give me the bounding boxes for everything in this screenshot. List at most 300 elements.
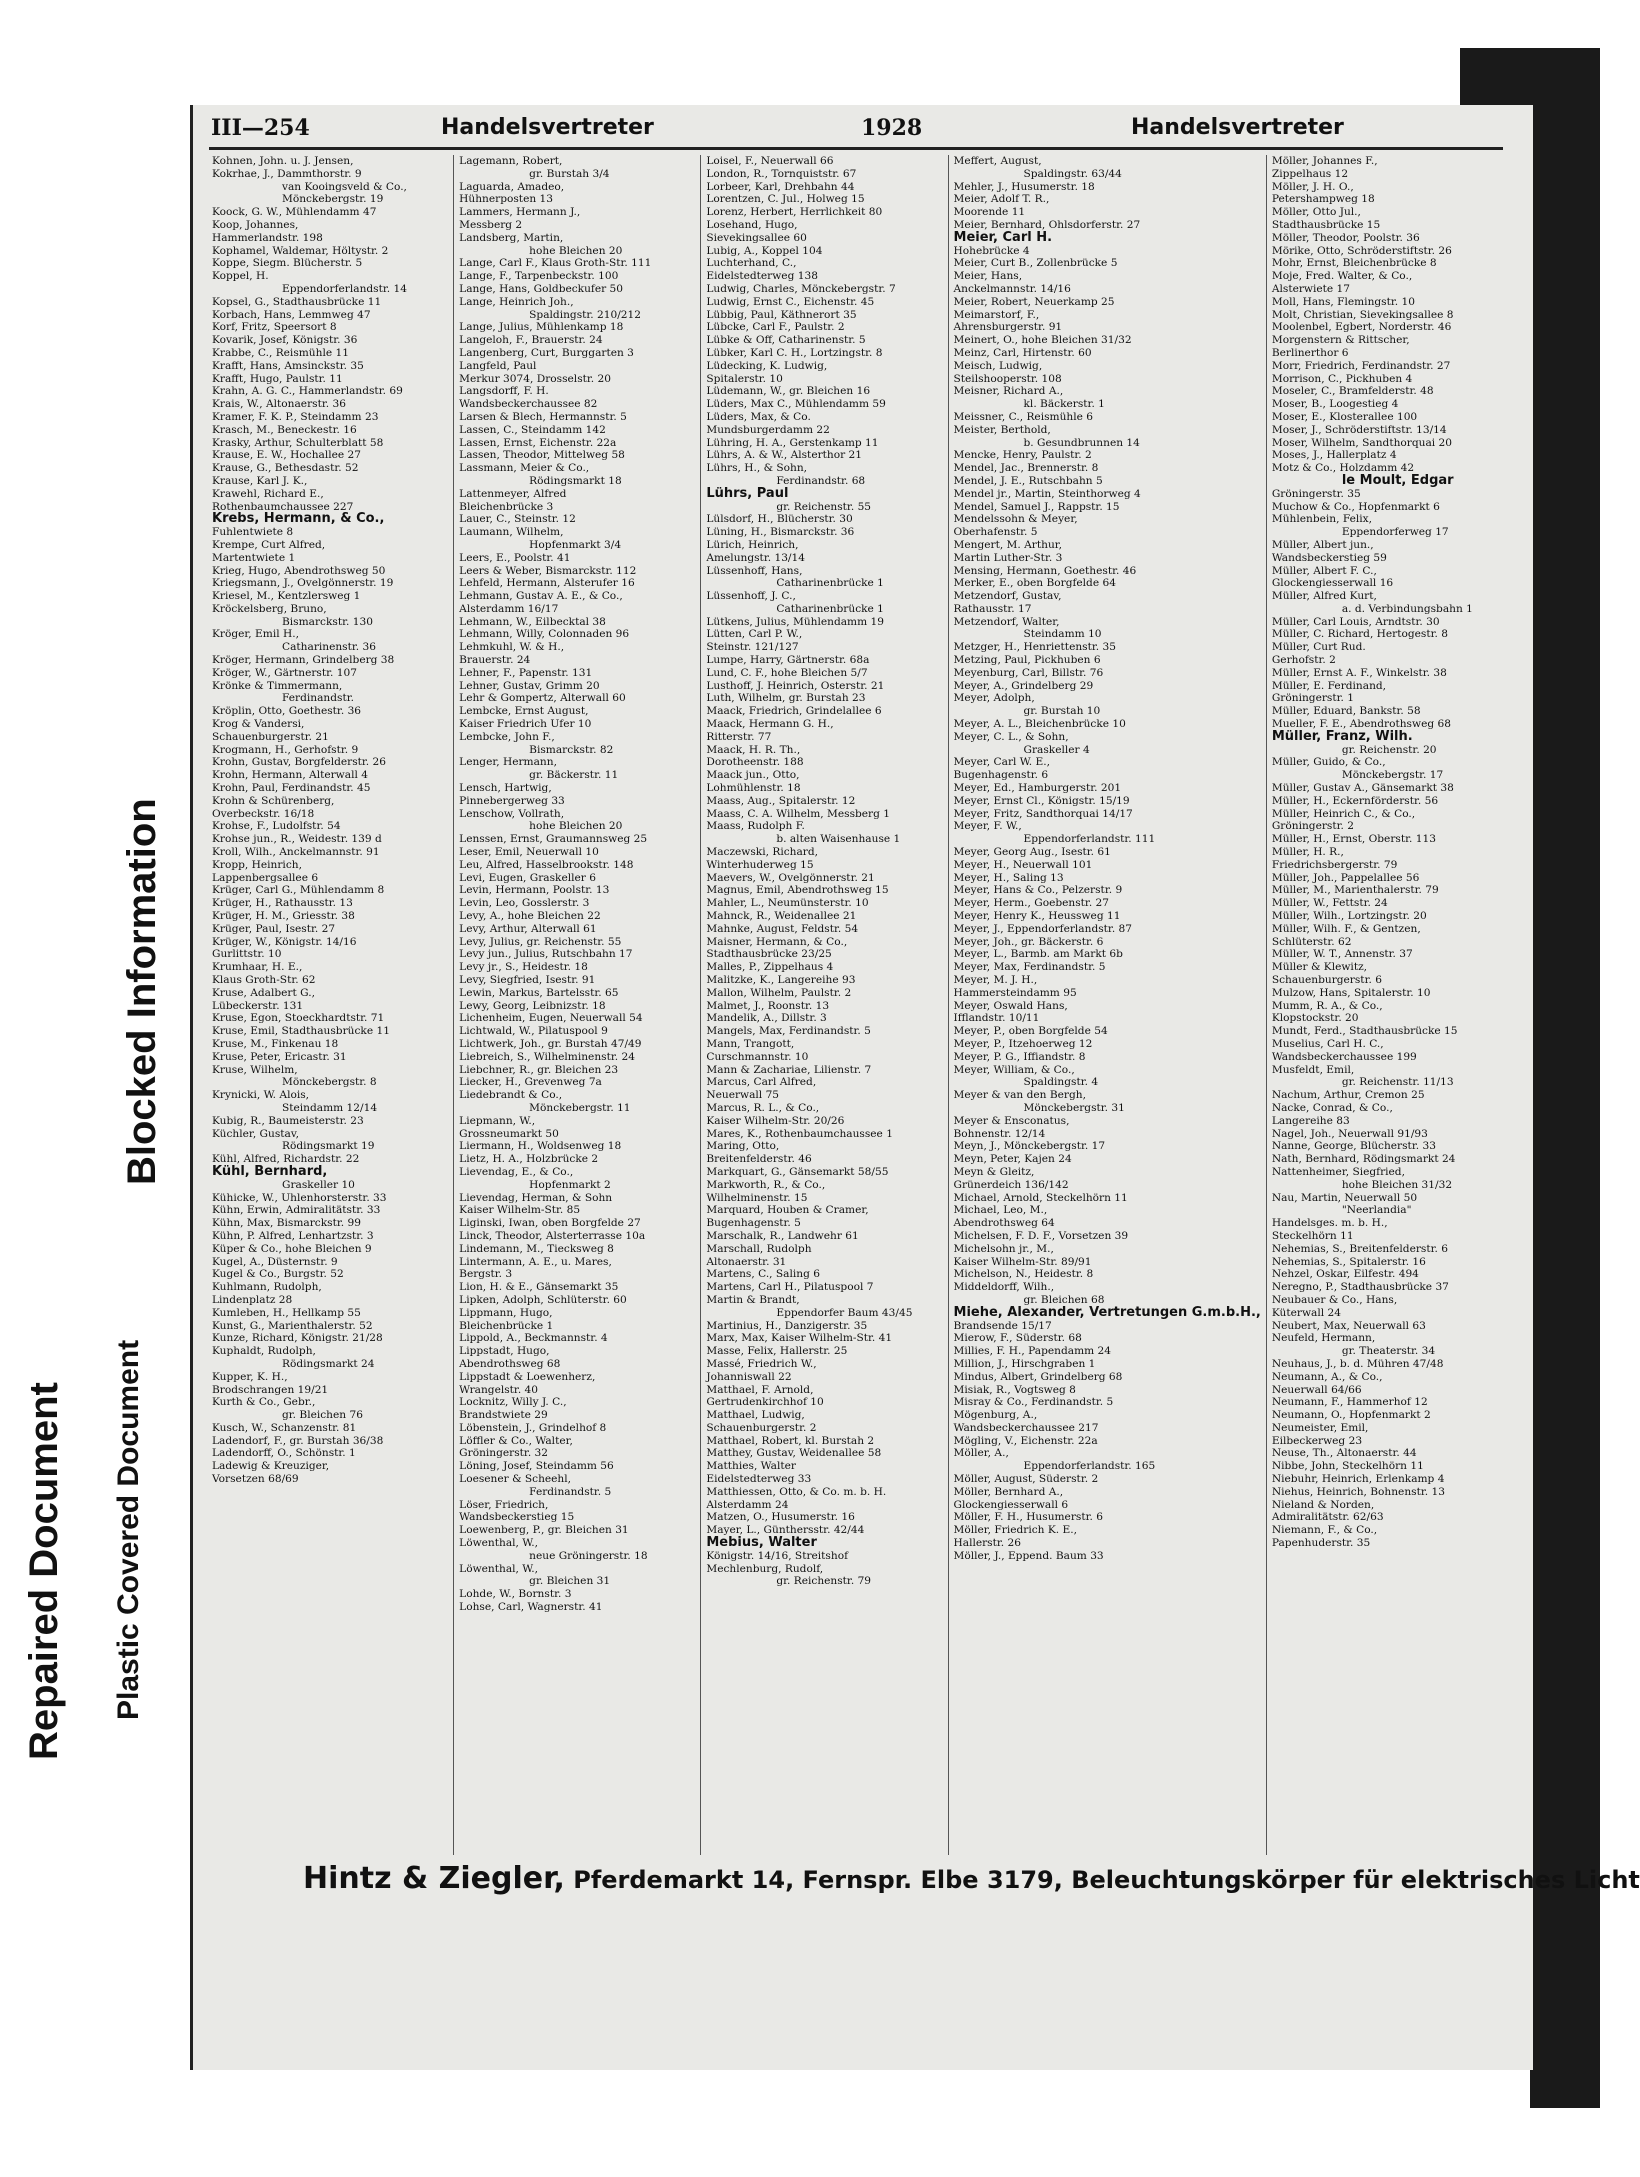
directory-entry: Lippstadt & Loewenherz, xyxy=(459,1370,596,1383)
directory-entry: Moses, J., Hallerplatz 4 xyxy=(1271,449,1397,462)
directory-entry: Meyer, Oswald Hans, xyxy=(953,999,1068,1012)
directory-entry: Michael, Leo, M., xyxy=(953,1204,1048,1217)
directory-entry: Lippold, A., Beckmannstr. 4 xyxy=(459,1332,608,1345)
directory-entry: Graskeller 4 xyxy=(1023,743,1090,756)
directory-entry: Krohn, Gustav, Borgfelderstr. 26 xyxy=(212,756,387,769)
directory-entry: Steinstr. 121/127 xyxy=(706,641,799,654)
directory-entry: Lüdecking, K. Ludwig, xyxy=(706,359,828,372)
directory-entry: Berlinerthor 6 xyxy=(1271,346,1349,359)
directory-entry: Mann, Trangott, xyxy=(706,1037,795,1050)
directory-entry: Curschmannstr. 10 xyxy=(706,1050,809,1063)
directory-entry: Ahrensburgerstr. 91 xyxy=(953,321,1063,334)
directory-entry: Mönckebergstr. 11 xyxy=(529,1101,631,1114)
directory-entry: Lüssenhoff, Hans, xyxy=(706,564,803,577)
directory-entry: gr. Bleichen 68 xyxy=(1023,1293,1105,1306)
directory-entry: Hopfenmarkt 2 xyxy=(529,1178,611,1191)
directory-entry: Ritterstr. 77 xyxy=(706,730,772,743)
directory-entry: Bugenhagenstr. 6 xyxy=(953,769,1049,782)
directory-entry: Möller, F. H., Husumerstr. 6 xyxy=(953,1511,1103,1524)
directory-entry: Martinius, H., Danzigerstr. 35 xyxy=(706,1319,868,1332)
directory-entry: Küterwall 24 xyxy=(1271,1306,1341,1319)
directory-entry: Moser, J., Schröderstiftstr. 13/14 xyxy=(1271,423,1447,436)
directory-entry: Lehfeld, Hermann, Alsterufer 16 xyxy=(459,577,635,590)
directory-entry: Kusch, W., Schanzenstr. 81 xyxy=(212,1421,357,1434)
directory-entry: Kurth & Co., Gebr., xyxy=(212,1396,316,1409)
directory-entry: Langereihe 83 xyxy=(1271,1114,1350,1127)
directory-entry: Millies, F. H., Papendamm 24 xyxy=(953,1345,1112,1358)
directory-entry: Nath, Bernhard, Rödingsmarkt 24 xyxy=(1271,1153,1456,1166)
directory-entry: Nau, Martin, Neuerwall 50 xyxy=(1271,1191,1418,1204)
directory-entry: Neregno, P., Stadthausbrücke 37 xyxy=(1271,1281,1449,1294)
directory-entry: Massé, Friedrich W., xyxy=(706,1357,817,1370)
directory-entry: Mares, K., Rothenbaumchaussee 1 xyxy=(706,1127,893,1140)
directory-entry: Muselius, Carl H. C., xyxy=(1271,1037,1384,1050)
directory-entry: Stadthausbrücke 23/25 xyxy=(706,948,832,961)
directory-entry: Möller, A., xyxy=(953,1447,1009,1460)
directory-entry: Million, J., Hirschgraben 1 xyxy=(953,1357,1096,1370)
directory-entry: Lorentzen, C. Jul., Holweg 15 xyxy=(706,193,865,206)
directory-entry: Meyn & Gleitz, xyxy=(953,1165,1035,1178)
directory-entry: Brandstwiete 29 xyxy=(459,1409,548,1422)
directory-entry: Meyer, Max, Ferdinandstr. 5 xyxy=(953,961,1106,974)
directory-entry: Krempe, Curt Alfred, xyxy=(212,538,326,551)
directory-entry: Mulzow, Hans, Spitalerstr. 10 xyxy=(1271,986,1431,999)
directory-entry: Krause, Karl J. K., xyxy=(212,474,308,487)
directory-entry: Lührs, Paul xyxy=(706,485,789,501)
directory-entry: gr. Theaterstr. 34 xyxy=(1341,1345,1436,1358)
plastic-covered-document-label: Plastic Covered Document xyxy=(112,1339,145,1720)
directory-entry: Lehmann, Gustav A. E., & Co., xyxy=(459,590,623,603)
directory-entry: Lipken, Adolph, Schlüterstr. 60 xyxy=(459,1293,627,1306)
directory-entry: Kunst, G., Marienthalerstr. 52 xyxy=(212,1319,373,1332)
directory-entry: Nanne, George, Blücherstr. 33 xyxy=(1271,1140,1436,1153)
directory-entry: Messberg 2 xyxy=(459,218,523,231)
directory-entry: Levin, Leo, Gosslerstr. 3 xyxy=(459,897,590,910)
directory-entry: Mendel, J. E., Rutschbahn 5 xyxy=(953,474,1103,487)
directory-entry: Eppendorferlandstr. 111 xyxy=(1023,833,1156,846)
scan-edge-right xyxy=(1530,48,1600,2108)
directory-entry: Meyer, Carl W. E., xyxy=(953,756,1051,769)
directory-entry: Lübcke, Carl F., Paulstr. 2 xyxy=(706,321,845,334)
directory-page xyxy=(190,105,1640,2070)
directory-entry: Lübke & Off, Catharinenstr. 5 xyxy=(706,334,866,347)
directory-entry: Friedrichsbergerstr. 79 xyxy=(1271,858,1398,871)
directory-entry: Lohde, W., Bornstr. 3 xyxy=(459,1588,572,1601)
directory-entry: Meyer, J., Eppendorferlandstr. 87 xyxy=(953,922,1133,935)
directory-entry: Möller, Theodor, Poolstr. 36 xyxy=(1271,231,1420,244)
directory-entry: Vorsetzen 68/69 xyxy=(212,1473,299,1486)
directory-entry: Krönke & Timmermann, xyxy=(212,679,343,692)
directory-entry: Hallerstr. 26 xyxy=(953,1537,1021,1550)
directory-entry: Löbenstein, J., Grindelhof 8 xyxy=(459,1421,607,1434)
directory-entry: Ladendorf, F., gr. Burstah 36/38 xyxy=(212,1434,384,1447)
directory-entry: Nibbe, John, Steckelhörn 11 xyxy=(1271,1460,1424,1473)
directory-entry: Brodschrangen 19/21 xyxy=(212,1383,329,1396)
directory-entry: Misiak, R., Vogtsweg 8 xyxy=(953,1383,1076,1396)
directory-entry: Meyer, P., Itzehoerweg 12 xyxy=(953,1037,1093,1050)
directory-entry: Lippmann, Hugo, xyxy=(459,1306,553,1319)
directory-entry: Hammerlandstr. 198 xyxy=(212,231,323,244)
footer-firm: Hintz & Ziegler, xyxy=(303,1861,565,1896)
directory-entry: Maczewski, Richard, xyxy=(706,846,818,859)
directory-entry: Oberhafenstr. 5 xyxy=(953,526,1038,539)
directory-entry: Ludwig, Ernst C., Eichenstr. 45 xyxy=(706,295,875,308)
directory-entry: Müller, Albert jun., xyxy=(1271,538,1374,551)
directory-entry: Kruse, M., Finkenau 18 xyxy=(212,1037,339,1050)
directory-column-2 xyxy=(454,155,701,1855)
directory-entry: Lehner, F., Papenstr. 131 xyxy=(459,666,593,679)
directory-entry: hohe Bleichen 20 xyxy=(529,820,623,833)
directory-entry: Mumm, R. A., & Co., xyxy=(1271,999,1383,1012)
directory-entry: Catharinenstr. 36 xyxy=(282,641,376,654)
directory-entry: Meyer, C. L., & Sohn, xyxy=(953,730,1069,743)
directory-entry: Maack, Hermann G. H., xyxy=(706,718,834,731)
directory-entry: Lüdemann, W., gr. Bleichen 16 xyxy=(706,385,871,398)
directory-entry: Niebuhr, Heinrich, Erlenkamp 4 xyxy=(1271,1473,1445,1486)
directory-entry: Meyer, P. G., Iffiandstr. 8 xyxy=(953,1050,1086,1063)
directory-entry: Loesener & Scheehl, xyxy=(459,1473,572,1486)
directory-entry: Lehmkuhl, W. & H., xyxy=(459,641,565,654)
directory-entry: Dorotheenstr. 188 xyxy=(706,756,804,769)
directory-entry: Rödingsmarkt 19 xyxy=(282,1140,375,1153)
directory-entry: Leers & Weber, Bismarckstr. 112 xyxy=(459,564,637,577)
directory-entry: Krüger, W., Königstr. 14/16 xyxy=(212,935,357,948)
section-title-right: Handelsvertreter xyxy=(1131,115,1344,140)
directory-entry: Ladendorff, O., Schönstr. 1 xyxy=(212,1447,356,1460)
directory-entry: Bohnenstr. 12/14 xyxy=(953,1127,1046,1140)
directory-entry: Meissner, C., Reismühle 6 xyxy=(953,410,1093,423)
directory-entry: Mann & Zachariae, Lilienstr. 7 xyxy=(706,1063,872,1076)
directory-entry: Möller, Otto Jul., xyxy=(1271,206,1361,219)
directory-entry: Kophamel, Waldemar, Höltystr. 2 xyxy=(212,244,389,257)
directory-column-5 xyxy=(1267,155,1513,1855)
directory-entry: Alsterwiete 17 xyxy=(1271,282,1351,295)
directory-entry: Krüger, Paul, Isestr. 27 xyxy=(212,922,336,935)
directory-entry: Lenger, Hermann, xyxy=(459,756,557,769)
directory-entry: Liginski, Iwan, oben Borgfelde 27 xyxy=(459,1217,641,1230)
directory-entry: Neuerwall 64/66 xyxy=(1271,1383,1362,1396)
directory-entry: Krüger, H., Rathausstr. 13 xyxy=(212,897,353,910)
directory-entry: Neumeister, Emil, xyxy=(1271,1421,1369,1434)
directory-entry: Lintermann, A. E., u. Mares, xyxy=(459,1255,612,1268)
directory-entry: Bleichenbrücke 1 xyxy=(459,1319,554,1332)
directory-entry: Meyer, Herm., Goebenstr. 27 xyxy=(953,897,1110,910)
directory-entry: Moser, B., Loogestieg 4 xyxy=(1271,398,1399,411)
directory-entry: Langfeld, Paul xyxy=(459,359,537,372)
directory-entry: Kriegsmann, J., Ovelgönnerstr. 19 xyxy=(212,577,394,590)
directory-entry: Krafft, Hans, Amsinckstr. 35 xyxy=(212,359,364,372)
directory-entry: Müller, Alfred Kurt, xyxy=(1271,590,1377,603)
directory-entry: Küper & Co., hohe Bleichen 9 xyxy=(212,1242,372,1255)
directory-entry: Morrison, C., Pickhuben 4 xyxy=(1271,372,1413,385)
directory-entry: Maass, C. A. Wilhelm, Messberg 1 xyxy=(706,807,891,820)
directory-entry: Eidelstedterweg 33 xyxy=(706,1473,812,1486)
directory-entry: Wandsbeckerchaussee 199 xyxy=(1271,1050,1417,1063)
directory-column-3 xyxy=(701,155,948,1855)
directory-entry: Kaiser Wilhelm-Str. 20/26 xyxy=(706,1114,845,1127)
directory-entry: Müller, Gustav A., Gänsemarkt 38 xyxy=(1271,782,1454,795)
directory-entry: Wandsbeckerchaussee 217 xyxy=(953,1421,1099,1434)
directory-entry: Meyer, Henry K., Heussweg 11 xyxy=(953,910,1121,923)
directory-entry: Krawehl, Richard E., xyxy=(212,487,324,500)
directory-column-1 xyxy=(207,155,454,1855)
directory-entry: Krais, W., Altonaerstr. 36 xyxy=(212,398,346,411)
directory-entry: Müller, Wilh., Lortzingstr. 20 xyxy=(1271,910,1427,923)
directory-entry: Langeloh, F., Brauerstr. 24 xyxy=(459,334,603,347)
directory-entry: Meinert, O., hohe Bleichen 31/32 xyxy=(953,334,1132,347)
directory-entry: Mierow, F., Süderstr. 68 xyxy=(953,1332,1082,1345)
directory-entry: Meyer, Ed., Hamburgerstr. 201 xyxy=(953,782,1122,795)
advertisement-footer xyxy=(303,1861,1640,1896)
directory-entry: Mundsburgerdamm 22 xyxy=(706,423,830,436)
directory-entry: Hohebrücke 4 xyxy=(953,244,1030,257)
directory-entry: Matthael, Robert, kl. Burstah 2 xyxy=(706,1434,875,1447)
directory-entry: Kröckelsberg, Bruno, xyxy=(212,602,327,615)
directory-entry: Krause, E. W., Hochallee 27 xyxy=(212,449,362,462)
directory-entry: Müller, W. T., Annenstr. 37 xyxy=(1271,948,1413,961)
directory-entry: Koop, Johannes, xyxy=(212,218,299,231)
directory-entry: Liedebrandt & Co., xyxy=(459,1089,563,1102)
directory-entry: Matthey, Gustav, Weidenallee 58 xyxy=(706,1447,882,1460)
directory-entry: Krahn, A. G. C., Hammerlandstr. 69 xyxy=(212,385,403,398)
directory-entry: Motz & Co., Holzdamm 42 xyxy=(1271,462,1415,475)
directory-entry: Koppel, H. xyxy=(212,270,269,283)
directory-entry: Wrangelstr. 40 xyxy=(459,1383,539,1396)
directory-entry: Kruse, Adalbert G., xyxy=(212,986,315,999)
directory-entry: Linck, Theodor, Alsterterrasse 10a xyxy=(459,1229,646,1242)
directory-entry: Masse, Felix, Hallerstr. 25 xyxy=(706,1345,848,1358)
directory-entry: Liecker, H., Grevenweg 7a xyxy=(459,1076,602,1089)
directory-entry: Meier, Robert, Neuerkamp 25 xyxy=(953,295,1115,308)
directory-entry: Lassen, Ernst, Eichenstr. 22a xyxy=(459,436,617,449)
directory-entry: London, R., Tornquiststr. 67 xyxy=(706,167,857,180)
directory-entry: Hammersteindamm 95 xyxy=(953,986,1077,999)
directory-entry: Kröplin, Otto, Goethestr. 36 xyxy=(212,705,362,718)
directory-entry: b. alten Waisenhause 1 xyxy=(776,833,901,846)
directory-entry: Levy, A., hohe Bleichen 22 xyxy=(459,910,601,923)
directory-entry: Gerhofstr. 2 xyxy=(1271,654,1336,667)
directory-entry: Levy, Siegfried, Isestr. 91 xyxy=(459,974,596,986)
directory-entry: Steindamm 10 xyxy=(1023,628,1102,641)
year: 1928 xyxy=(861,115,923,141)
directory-entry: gr. Reichenstr. 79 xyxy=(776,1575,872,1588)
directory-entry: Metzger, H., Henriettenstr. 35 xyxy=(953,641,1116,654)
directory-entry: Mueller, F. E., Abendrothsweg 68 xyxy=(1271,718,1451,731)
directory-entry: Martens, C., Saling 6 xyxy=(706,1268,820,1281)
directory-entry: Kokrhae, J., Dammthorstr. 9 xyxy=(212,167,362,180)
directory-entry: Kugel, A., Düsternstr. 9 xyxy=(212,1255,338,1268)
directory-entry: Bismarckstr. 130 xyxy=(282,615,373,628)
directory-columns xyxy=(207,155,1513,1855)
directory-entry: Molt, Christian, Sievekingsallee 8 xyxy=(1271,308,1454,321)
directory-entry: Landsberg, Martin, xyxy=(459,231,564,244)
directory-entry: Mahler, L., Neumünsterstr. 10 xyxy=(706,897,869,910)
directory-entry: Hopfenmarkt 3/4 xyxy=(529,538,622,551)
directory-entry: Krasch, M., Beneckestr. 16 xyxy=(212,423,357,436)
directory-entry: Bugenhagenstr. 5 xyxy=(706,1217,801,1230)
directory-entry: Mörike, Otto, Schröderstiftstr. 26 xyxy=(1271,244,1452,257)
directory-entry: Müller, C. Richard, Hertogestr. 8 xyxy=(1271,628,1448,641)
directory-entry: Bleichenbrücke 3 xyxy=(459,500,554,513)
directory-entry: Lietz, H. A., Holzbrücke 2 xyxy=(459,1153,599,1166)
directory-entry: Neufeld, Hermann, xyxy=(1271,1332,1376,1345)
directory-entry: Kühn, P. Alfred, Lenhartzstr. 3 xyxy=(212,1229,374,1242)
directory-entry: Mönckebergstr. 8 xyxy=(282,1076,377,1089)
header-rule xyxy=(209,147,1503,150)
directory-entry: Lorbeer, Karl, Drehbahn 44 xyxy=(706,180,855,193)
directory-entry: Mencke, Henry, Paulstr. 2 xyxy=(953,449,1092,462)
directory-entry: Spaldingstr. 4 xyxy=(1023,1076,1099,1089)
directory-entry: Krogmann, H., Gerhofstr. 9 xyxy=(212,743,359,756)
directory-entry: Maass, Aug., Spitalerstr. 12 xyxy=(706,794,856,807)
directory-entry: Müller, Heinrich C., & Co., xyxy=(1271,807,1416,820)
directory-entry: Catharinenbrücke 1 xyxy=(776,577,884,590)
directory-entry: Mengert, M. Arthur, xyxy=(953,538,1063,551)
directory-entry: Krohn, Hermann, Alterwall 4 xyxy=(212,769,368,782)
directory-entry: Rödingsmarkt 18 xyxy=(529,474,622,487)
directory-entry: Papenhuderstr. 35 xyxy=(1271,1537,1371,1550)
directory-entry: Matthiessen, Otto, & Co. m. b. H. xyxy=(706,1485,887,1498)
directory-entry: Lewin, Markus, Bartelsstr. 65 xyxy=(459,986,619,999)
directory-entry: Meyer, M. J. H., xyxy=(953,974,1038,986)
directory-entry: Müller, Franz, Wilh. xyxy=(1271,728,1413,744)
directory-entry: Kröger, W., Gärtnerstr. 107 xyxy=(212,666,357,679)
directory-entry: Meyer, Fritz, Sandthorquai 14/17 xyxy=(953,807,1133,820)
directory-entry: Lappenbergsallee 6 xyxy=(212,871,319,884)
directory-entry: Gertrudenkirchhof 10 xyxy=(706,1396,824,1409)
directory-entry: Gurlittstr. 10 xyxy=(212,948,282,961)
directory-entry: Lassmann, Meier & Co., xyxy=(459,462,590,475)
directory-entry: Lübker, Karl C. H., Lortzingstr. 8 xyxy=(706,346,883,359)
directory-entry: Kubig, R., Baumeisterstr. 23 xyxy=(212,1114,364,1127)
directory-entry: Mendel jr., Martin, Steinthorweg 4 xyxy=(953,487,1141,500)
directory-entry: Luth, Wilhelm, gr. Burstah 23 xyxy=(706,692,866,705)
directory-entry: gr. Burstah 10 xyxy=(1023,705,1101,718)
directory-entry: Möller, J., Eppend. Baum 33 xyxy=(953,1549,1104,1562)
directory-entry: Krohn & Schürenberg, xyxy=(212,794,335,807)
directory-entry: Meyer, Hans & Co., Pelzerstr. 9 xyxy=(953,884,1123,897)
directory-entry: gr. Bleichen 31 xyxy=(529,1575,611,1588)
directory-entry: Kropp, Heinrich, xyxy=(212,858,302,871)
directory-entry: Glockengiesserwall 16 xyxy=(1271,577,1394,590)
directory-entry: Moser, E., Klosterallee 100 xyxy=(1271,410,1418,423)
directory-entry: Meyer, H., Neuerwall 101 xyxy=(953,858,1093,871)
directory-entry: Lund, C. F., hohe Bleichen 5/7 xyxy=(706,666,868,679)
directory-entry: Lumpe, Harry, Gärtnerstr. 68a xyxy=(706,654,870,667)
directory-entry: Steindamm 12/14 xyxy=(282,1101,378,1114)
directory-entry: Marcus, Carl Alfred, xyxy=(706,1076,817,1089)
directory-entry: Liepmann, W., xyxy=(459,1114,536,1127)
directory-entry: Meyer & Ensconatus, xyxy=(953,1114,1070,1127)
directory-entry: Lütten, Carl P. W., xyxy=(706,628,803,641)
directory-entry: Mayer, L., Günthersstr. 42/44 xyxy=(706,1524,865,1537)
directory-entry: Maack jun., Otto, xyxy=(706,769,800,782)
directory-entry: Maack, Friedrich, Grindelallee 6 xyxy=(706,705,882,718)
directory-entry: gr. Bleichen 76 xyxy=(282,1409,363,1422)
directory-entry: Metzendorf, Gustav, xyxy=(953,590,1062,603)
directory-entry: Alsterdamm 16/17 xyxy=(459,602,559,615)
directory-entry: Lange, Carl F., Klaus Groth-Str. 111 xyxy=(459,257,652,270)
directory-entry: Möller, Bernhard A., xyxy=(953,1485,1064,1498)
directory-entry: Krog & Vandersi, xyxy=(212,718,305,731)
directory-entry: Nachum, Arthur, Cremon 25 xyxy=(1271,1089,1425,1102)
directory-entry: Kühicke, W., Uhlenhorsterstr. 33 xyxy=(212,1191,387,1204)
directory-entry: Lübbig, Paul, Käthnerort 35 xyxy=(706,308,857,321)
directory-entry: Kumleben, H., Hellkamp 55 xyxy=(212,1306,361,1319)
directory-entry: Martin & Brandt, xyxy=(706,1293,800,1306)
directory-entry: Ferdinandstr. xyxy=(282,692,354,705)
directory-entry: Michael, Arnold, Steckelhörn 11 xyxy=(953,1191,1128,1204)
directory-entry: Marcus, R. L., & Co., xyxy=(706,1101,820,1114)
directory-entry: Levy, Arthur, Alterwall 61 xyxy=(459,922,597,935)
directory-entry: Krynicki, W. Alois, xyxy=(212,1089,310,1102)
directory-entry: Krause, G., Bethesdastr. 52 xyxy=(212,462,359,475)
directory-column-4 xyxy=(949,155,1267,1855)
directory-entry: Liebchner, R., gr. Bleichen 23 xyxy=(459,1063,619,1076)
directory-entry: Lassen, C., Steindamm 142 xyxy=(459,423,606,436)
directory-entry: Neumann, F., Hammerhof 12 xyxy=(1271,1396,1428,1409)
directory-entry: neue Gröningerstr. 18 xyxy=(529,1549,648,1562)
directory-entry: Meier, Hans, xyxy=(953,270,1023,283)
directory-entry: Gröningerstr. 1 xyxy=(1271,692,1354,705)
directory-entry: Meyer, Ernst Cl., Königstr. 15/19 xyxy=(953,794,1130,807)
directory-entry: Leers, E., Poolstr. 41 xyxy=(459,551,571,564)
directory-entry: Michelsen, F. D. F., Vorsetzen 39 xyxy=(953,1229,1129,1242)
directory-entry: Lewy, Georg, Leibnizstr. 18 xyxy=(459,999,606,1012)
directory-entry: Handelsges. m. b. H., xyxy=(1271,1217,1388,1230)
directory-entry: Lindenplatz 28 xyxy=(212,1293,293,1306)
directory-entry: Löning, Josef, Steindamm 56 xyxy=(459,1460,614,1473)
directory-entry: Löffler & Co., Walter, xyxy=(459,1434,573,1447)
directory-entry: Levi, Eugen, Graskeller 6 xyxy=(459,871,596,884)
directory-entry: Meimarstorf, F., xyxy=(953,308,1040,321)
directory-entry: hohe Bleichen 20 xyxy=(529,244,623,257)
directory-entry: Marschall, Rudolph xyxy=(706,1242,812,1255)
directory-entry: Lichenheim, Eugen, Neuerwall 54 xyxy=(459,1012,643,1025)
directory-entry: Levy, Julius, gr. Reichenstr. 55 xyxy=(459,935,622,948)
directory-entry: Möller, August, Süderstr. 2 xyxy=(953,1473,1099,1486)
directory-entry: Lüders, Max, & Co. xyxy=(706,410,811,423)
directory-entry: Kriesel, M., Kentzlersweg 1 xyxy=(212,590,361,603)
directory-entry: Küchler, Gustav, xyxy=(212,1127,299,1140)
directory-entry: Kruse, Peter, Ericastr. 31 xyxy=(212,1050,347,1063)
directory-entry: Lindemann, M., Tiecksweg 8 xyxy=(459,1242,614,1255)
directory-entry: Graskeller 10 xyxy=(282,1178,355,1191)
directory-entry: Müller, M., Marienthalerstr. 79 xyxy=(1271,884,1439,897)
directory-entry: Lenssen, Ernst, Graumannsweg 25 xyxy=(459,833,648,846)
directory-entry: Kopsel, G., Stadthausbrücke 11 xyxy=(212,295,382,308)
directory-entry: Lüssenhoff, J. C., xyxy=(706,590,796,603)
directory-entry: Lange, F., Tarpenbeckstr. 100 xyxy=(459,270,619,283)
directory-entry: Kaiser Wilhelm-Str. 85 xyxy=(459,1204,581,1217)
directory-entry: Mangels, Max, Ferdinandstr. 5 xyxy=(706,1025,871,1038)
directory-entry: Kruse, Emil, Stadthausbrücke 11 xyxy=(212,1025,390,1038)
directory-entry: Nattenheimer, Siegfried, xyxy=(1271,1165,1405,1178)
directory-entry: Lichtwerk, Joh., gr. Burstah 47/49 xyxy=(459,1037,642,1050)
directory-entry: Ifflandstr. 10/11 xyxy=(953,1012,1040,1025)
directory-entry: Kupper, K. H., xyxy=(212,1370,288,1383)
directory-entry: Matthael, Ludwig, xyxy=(706,1409,805,1422)
directory-entry: Schlüterstr. 62 xyxy=(1271,935,1352,948)
directory-entry: Matthies, Walter xyxy=(706,1460,796,1473)
directory-entry: Mebius, Walter xyxy=(706,1535,817,1551)
directory-entry: Meyn, Peter, Kajen 24 xyxy=(953,1153,1072,1166)
directory-entry: Altonaerstr. 31 xyxy=(706,1255,787,1268)
directory-entry: Müller, E. Ferdinand, xyxy=(1271,679,1387,692)
directory-entry: Niehus, Heinrich, Bohnenstr. 13 xyxy=(1271,1485,1445,1498)
directory-entry: Gröningerstr. 32 xyxy=(459,1447,549,1460)
directory-entry: Schauenburgerstr. 21 xyxy=(212,730,329,743)
